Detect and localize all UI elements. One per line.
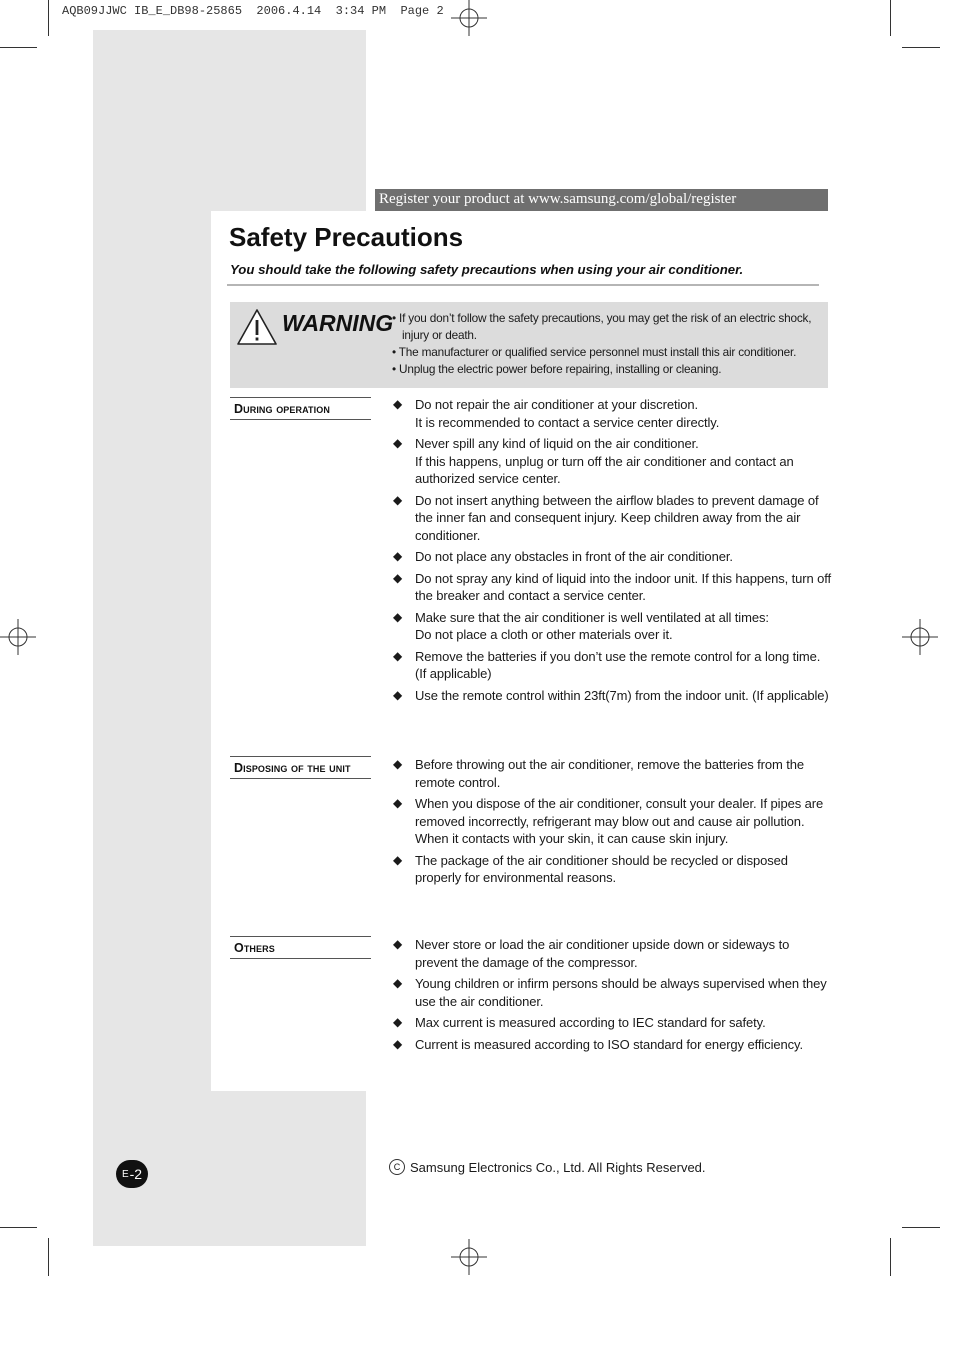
diamond-bullet-icon: ◆ <box>393 1036 403 1051</box>
list-item <box>393 795 833 848</box>
list-item <box>393 492 833 545</box>
crop-mark <box>0 1227 37 1228</box>
list-item-text: Do not spray any kind of liquid into the indoor unit. If this happens, turn off the breaker and contact a service center. <box>415 570 832 603</box>
diamond-bullet-icon: ◆ <box>393 757 403 771</box>
section-list-during-operation <box>393 396 833 708</box>
diamond-bullet-icon: ◆ <box>393 648 403 663</box>
register-banner: Register your product at www.samsung.com/global/register <box>375 189 828 211</box>
diamond-bullet-icon: ◆ <box>393 570 403 585</box>
warning-triangle-icon <box>236 308 278 346</box>
section-heading-label: During operation <box>234 402 330 416</box>
registration-mark-icon <box>451 0 487 36</box>
crop-mark <box>902 47 940 48</box>
diamond-bullet-icon: ◆ <box>393 976 403 990</box>
diamond-bullet-icon: ◆ <box>393 397 403 411</box>
list-item <box>393 570 833 605</box>
list-item <box>393 852 833 887</box>
list-item <box>393 609 833 644</box>
warning-item: • Unplug the electric power before repairing, installing or cleaning. <box>392 362 722 376</box>
crop-mark <box>902 1227 940 1228</box>
section-heading-others <box>230 936 371 959</box>
list-item <box>393 435 833 488</box>
warning-label: WARNING <box>282 310 394 336</box>
crop-mark <box>0 47 37 48</box>
diamond-bullet-icon: ◆ <box>393 436 403 450</box>
copyright-icon: C <box>389 1159 405 1175</box>
warning-box <box>230 302 828 388</box>
list-item-text: Do not insert anything between the airflow blades to prevent damage of the inner fan and consequent injury. Keep children away from the air conditioner. <box>415 492 819 543</box>
list-item <box>393 1036 833 1054</box>
list-item-text: Do not repair the air conditioner at your discretion. It is recommended to contact a service center directly. <box>415 397 720 430</box>
diamond-bullet-icon: ◆ <box>393 549 403 563</box>
registration-mark-icon <box>902 619 938 655</box>
diamond-bullet-icon: ◆ <box>393 609 403 624</box>
warning-item: • If you don’t follow the safety precautions, you may get the risk of an electric shock, injury or death. <box>392 311 812 342</box>
list-item-text: Never store or load the air conditioner upside down or sideways to prevent the damage of the compressor. <box>415 937 790 970</box>
crop-mark <box>890 0 891 36</box>
page-subtitle: You should take the following safety precautions when using your air conditioner. <box>230 262 744 277</box>
copyright-notice <box>389 1159 706 1175</box>
list-item <box>393 648 833 683</box>
registration-mark-icon <box>0 619 36 655</box>
list-item-text: Make sure that the air conditioner is well ventilated at all times: Do not place a cloth or other materials over it. <box>415 609 769 642</box>
page-number-badge <box>116 1160 148 1188</box>
list-item <box>393 687 833 705</box>
registration-mark-icon <box>451 1239 487 1275</box>
warning-item: • The manufacturer or qualified service personnel must install this air conditioner. <box>392 345 797 359</box>
diamond-bullet-icon: ◆ <box>393 796 403 810</box>
diamond-bullet-icon: ◆ <box>393 1015 403 1029</box>
list-item <box>393 548 833 566</box>
list-item <box>393 396 833 431</box>
list-item-text: Use the remote control within 23ft(7m) from the indoor unit. (If applicable) <box>415 687 829 703</box>
section-list-disposing <box>393 756 833 891</box>
section-heading-label: Others <box>234 941 275 955</box>
list-item-text: When you dispose of the air conditioner, consult your dealer. If pipes are removed incorrectly, refrigerant may blow out and cause air pollution. When it contacts with your skin, it can cause skin injury. <box>415 796 824 846</box>
crop-mark <box>48 0 49 36</box>
list-item <box>393 936 833 971</box>
list-item <box>393 1014 833 1032</box>
diamond-bullet-icon: ◆ <box>393 937 403 951</box>
diamond-bullet-icon: ◆ <box>393 492 403 507</box>
section-heading-disposing <box>230 756 371 779</box>
list-item-text: Max current is measured according to IEC standard for safety. <box>415 1015 766 1030</box>
section-heading-during-operation <box>230 397 371 420</box>
section-list-others <box>393 936 833 1057</box>
print-slug: AQB09JJWC IB_E_DB98-25865 2006.4.14 3:34 PM Page 2 <box>62 4 444 18</box>
diamond-bullet-icon: ◆ <box>393 852 403 867</box>
list-item-text: Young children or infirm persons should be always supervised when they use the air conditioner. <box>415 976 827 1009</box>
list-item-text: Current is measured according to ISO standard for energy efficiency. <box>415 1036 803 1052</box>
list-item-text: Do not place any obstacles in front of the air conditioner. <box>415 549 733 564</box>
copyright-text: Samsung Electronics Co., Ltd. All Rights Reserved. <box>410 1159 706 1175</box>
page-prefix: E <box>121 1168 129 1180</box>
list-item-text: Before throwing out the air conditioner, remove the batteries from the remote control. <box>415 757 804 790</box>
crop-mark <box>890 1238 891 1276</box>
list-item-text: Remove the batteries if you don’t use the remote control for a long time. (If applicable) <box>415 648 821 681</box>
title-divider <box>227 284 819 286</box>
list-item <box>393 756 833 791</box>
list-item-text: Never spill any kind of liquid on the air conditioner. If this happens, unplug or turn off the air conditioner and contact an authorized service center. <box>415 436 794 486</box>
list-item-text: The package of the air conditioner should be recycled or disposed properly for environmental reasons. <box>415 852 788 885</box>
warning-list <box>392 310 828 378</box>
section-heading-label: Disposing of the unit <box>234 761 351 775</box>
diamond-bullet-icon: ◆ <box>393 687 403 702</box>
list-item <box>393 975 833 1010</box>
page-number: -2 <box>129 1166 143 1182</box>
crop-mark <box>48 1238 49 1276</box>
page-title: Safety Precautions <box>229 222 464 252</box>
